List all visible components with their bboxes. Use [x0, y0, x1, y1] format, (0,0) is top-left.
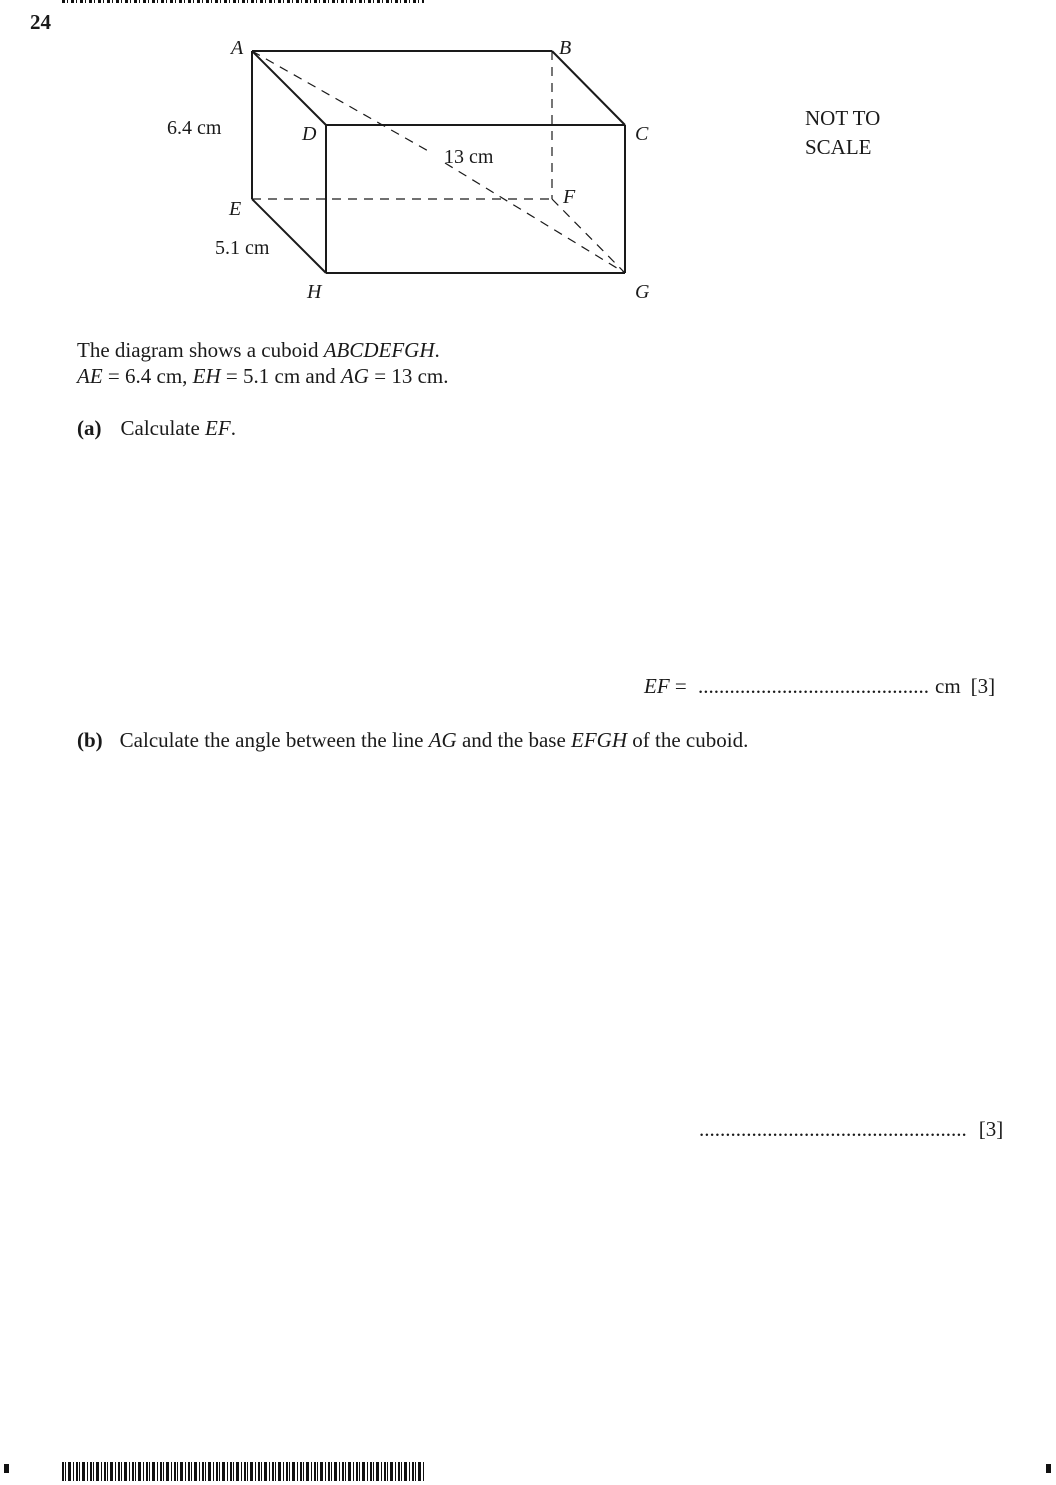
- intro-prefix: The diagram shows a cuboid: [77, 338, 324, 362]
- intro-line-2-run: EH: [192, 364, 221, 388]
- edge-ad: [252, 51, 326, 125]
- part-a-label: (a): [77, 416, 102, 440]
- part-a-text-prefix: Calculate: [120, 416, 206, 440]
- vertex-label-h: H: [307, 281, 322, 303]
- part-a-answer-equals: =: [669, 674, 692, 698]
- bottom-barcode: [62, 1462, 424, 1481]
- vertex-label-d: D: [302, 123, 317, 145]
- vertex-label-a: A: [231, 37, 244, 59]
- not-to-scale-line2: SCALE: [805, 135, 872, 159]
- part-a-answer-unit: cm: [935, 674, 961, 698]
- dimension-label-ag: 13 cm: [444, 146, 494, 168]
- part-b-text-run: EFGH: [571, 728, 628, 752]
- part-a-answer-variable: EF: [644, 674, 670, 698]
- vertex-label-b: B: [559, 37, 572, 59]
- part-b-label: (b): [77, 728, 103, 752]
- intro-line-2-run: = 13 cm.: [368, 364, 449, 388]
- part-a-text-suffix: .: [230, 416, 236, 440]
- not-to-scale-note: [805, 104, 925, 162]
- part-a-question: [77, 415, 236, 441]
- intro-suffix: .: [434, 338, 440, 362]
- vertex-label-c: C: [635, 123, 649, 145]
- part-a-answer-blank[interactable]: ............................................: [698, 674, 929, 698]
- vertex-label-f: F: [563, 186, 576, 208]
- diagonal-ag-lower: [445, 163, 625, 273]
- dimension-label-eh: 5.1 cm: [215, 237, 270, 259]
- intro-line-2-run: AE: [77, 364, 103, 388]
- part-b-text-run: and the base: [456, 728, 572, 752]
- question-number: 24: [30, 10, 51, 34]
- edge-fg: [552, 199, 625, 273]
- page-corner-mark-right: [1046, 1464, 1051, 1473]
- part-b-text-run: Calculate the angle between the line: [119, 728, 429, 752]
- intro-line-2-run: = 5.1 cm and: [220, 364, 341, 388]
- page-corner-mark-left: [4, 1464, 9, 1473]
- part-b-text: [120, 728, 749, 752]
- intro-line-1: [77, 337, 440, 363]
- vertex-label-g: G: [635, 281, 650, 303]
- part-a-marks: [3]: [970, 674, 996, 698]
- part-b-marks: [3]: [978, 1117, 1004, 1141]
- part-b-answer-blank[interactable]: ...................................................: [699, 1117, 967, 1141]
- vertex-label-e: E: [229, 198, 242, 220]
- part-a-variable: EF: [205, 416, 231, 440]
- part-b-answer-line: [699, 1117, 1003, 1142]
- intro-cuboid-name: ABCDEFGH: [323, 338, 435, 362]
- cuboid-hidden-edges: [252, 51, 625, 273]
- edge-eh: [252, 199, 326, 273]
- cuboid-solid-edges: [252, 51, 625, 273]
- edge-bc: [552, 51, 625, 125]
- intro-line-2-run: AG: [340, 364, 369, 388]
- intro-line-2: [77, 363, 448, 389]
- part-b-text-run: AG: [428, 728, 457, 752]
- part-a-answer-line: [644, 674, 995, 699]
- part-b-text-run: of the cuboid.: [627, 728, 749, 752]
- diagonal-ag-upper: [252, 51, 430, 152]
- dimension-label-ae: 6.4 cm: [167, 117, 222, 139]
- part-b-question: [77, 727, 748, 753]
- not-to-scale-line1: NOT TO: [805, 106, 881, 130]
- intro-line-2-run: = 6.4 cm,: [102, 364, 193, 388]
